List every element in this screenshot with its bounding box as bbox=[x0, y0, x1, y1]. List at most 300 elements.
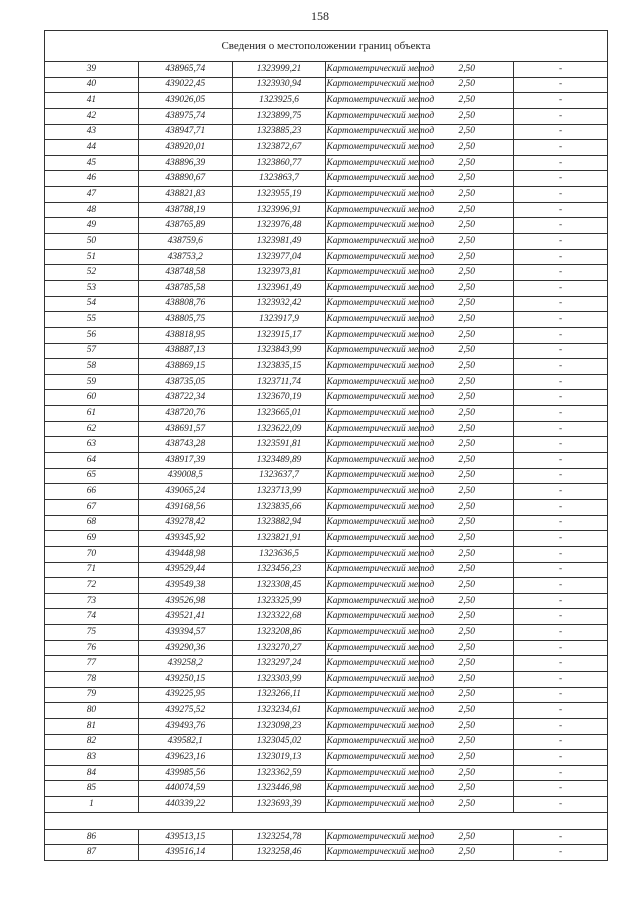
y-coordinate-cell: 1323999,21 bbox=[232, 62, 326, 78]
y-coordinate-cell: 1323019,13 bbox=[232, 750, 326, 766]
description-cell: - bbox=[514, 437, 608, 453]
x-coordinate-cell: 439345,92 bbox=[138, 531, 232, 547]
x-coordinate-cell: 439026,05 bbox=[138, 93, 232, 109]
description-cell: - bbox=[514, 140, 608, 156]
point-number-cell: 50 bbox=[45, 234, 139, 250]
description-cell: - bbox=[514, 218, 608, 234]
y-coordinate-cell: 1323637,7 bbox=[232, 468, 326, 484]
accuracy-cell: 2,50 bbox=[420, 140, 514, 156]
table-row bbox=[45, 750, 608, 766]
table-row bbox=[45, 687, 608, 703]
x-coordinate-cell: 439290,36 bbox=[138, 640, 232, 656]
method-cell: Картометрический метод bbox=[326, 593, 420, 609]
point-number-cell: 80 bbox=[45, 703, 139, 719]
x-coordinate-cell: 439549,38 bbox=[138, 578, 232, 594]
description-cell: - bbox=[514, 108, 608, 124]
method-cell: Картометрический метод bbox=[326, 515, 420, 531]
method-cell: Картометрический метод bbox=[326, 155, 420, 171]
table-row bbox=[45, 93, 608, 109]
method-cell: Картометрический метод bbox=[326, 343, 420, 359]
table-row bbox=[45, 578, 608, 594]
point-number-cell: 73 bbox=[45, 593, 139, 609]
table-row bbox=[45, 218, 608, 234]
point-number-cell: 86 bbox=[45, 829, 139, 845]
y-coordinate-cell: 1323961,49 bbox=[232, 280, 326, 296]
description-cell: - bbox=[514, 62, 608, 78]
point-number-cell: 65 bbox=[45, 468, 139, 484]
description-cell: - bbox=[514, 515, 608, 531]
description-cell: - bbox=[514, 280, 608, 296]
description-cell: - bbox=[514, 77, 608, 93]
method-cell: Картометрический метод bbox=[326, 93, 420, 109]
accuracy-cell: 2,50 bbox=[420, 578, 514, 594]
table-row bbox=[45, 124, 608, 140]
method-cell: Картометрический метод bbox=[326, 687, 420, 703]
point-number-cell: 72 bbox=[45, 578, 139, 594]
y-coordinate-cell: 1323872,67 bbox=[232, 140, 326, 156]
table-title-row bbox=[45, 31, 608, 62]
accuracy-cell: 2,50 bbox=[420, 687, 514, 703]
description-cell: - bbox=[514, 609, 608, 625]
table-row bbox=[45, 562, 608, 578]
method-cell: Картометрический метод bbox=[326, 453, 420, 469]
accuracy-cell: 2,50 bbox=[420, 609, 514, 625]
table-row bbox=[45, 62, 608, 78]
y-coordinate-cell: 1323266,11 bbox=[232, 687, 326, 703]
method-cell: Картометрический метод bbox=[326, 640, 420, 656]
table-row bbox=[45, 390, 608, 406]
method-cell: Картометрический метод bbox=[326, 531, 420, 547]
x-coordinate-cell: 438869,15 bbox=[138, 359, 232, 375]
y-coordinate-cell: 1323917,9 bbox=[232, 312, 326, 328]
x-coordinate-cell: 439225,95 bbox=[138, 687, 232, 703]
table-row bbox=[45, 359, 608, 375]
x-coordinate-cell: 439985,56 bbox=[138, 765, 232, 781]
accuracy-cell: 2,50 bbox=[420, 390, 514, 406]
point-number-cell: 53 bbox=[45, 280, 139, 296]
description-cell: - bbox=[514, 734, 608, 750]
x-coordinate-cell: 439526,98 bbox=[138, 593, 232, 609]
accuracy-cell: 2,50 bbox=[420, 374, 514, 390]
table-row bbox=[45, 609, 608, 625]
accuracy-cell: 2,50 bbox=[420, 781, 514, 797]
point-number-cell: 44 bbox=[45, 140, 139, 156]
point-number-cell: 60 bbox=[45, 390, 139, 406]
method-cell: Картометрический метод bbox=[326, 296, 420, 312]
x-coordinate-cell: 439529,44 bbox=[138, 562, 232, 578]
table-row bbox=[45, 265, 608, 281]
accuracy-cell: 2,50 bbox=[420, 312, 514, 328]
method-cell: Картометрический метод bbox=[326, 703, 420, 719]
y-coordinate-cell: 1323665,01 bbox=[232, 406, 326, 422]
y-coordinate-cell: 1323835,15 bbox=[232, 359, 326, 375]
y-coordinate-cell: 1323670,19 bbox=[232, 390, 326, 406]
method-cell: Картометрический метод bbox=[326, 437, 420, 453]
description-cell: - bbox=[514, 640, 608, 656]
x-coordinate-cell: 438808,76 bbox=[138, 296, 232, 312]
y-coordinate-cell: 1323591,81 bbox=[232, 437, 326, 453]
table-row bbox=[45, 765, 608, 781]
x-coordinate-cell: 438765,89 bbox=[138, 218, 232, 234]
accuracy-cell: 2,50 bbox=[420, 499, 514, 515]
description-cell: - bbox=[514, 578, 608, 594]
table-row bbox=[45, 656, 608, 672]
point-number-cell: 41 bbox=[45, 93, 139, 109]
point-number-cell: 71 bbox=[45, 562, 139, 578]
method-cell: Картометрический метод bbox=[326, 187, 420, 203]
accuracy-cell: 2,50 bbox=[420, 327, 514, 343]
accuracy-cell: 2,50 bbox=[420, 829, 514, 845]
accuracy-cell: 2,50 bbox=[420, 421, 514, 437]
x-coordinate-cell: 438920,01 bbox=[138, 140, 232, 156]
y-coordinate-cell: 1323932,42 bbox=[232, 296, 326, 312]
accuracy-cell: 2,50 bbox=[420, 171, 514, 187]
accuracy-cell: 2,50 bbox=[420, 453, 514, 469]
x-coordinate-cell: 438818,95 bbox=[138, 327, 232, 343]
point-number-cell: 67 bbox=[45, 499, 139, 515]
point-number-cell: 81 bbox=[45, 718, 139, 734]
accuracy-cell: 2,50 bbox=[420, 640, 514, 656]
x-coordinate-cell: 439250,15 bbox=[138, 671, 232, 687]
accuracy-cell: 2,50 bbox=[420, 546, 514, 562]
y-coordinate-cell: 1323711,74 bbox=[232, 374, 326, 390]
y-coordinate-cell: 1323208,86 bbox=[232, 625, 326, 641]
description-cell: - bbox=[514, 546, 608, 562]
accuracy-cell: 2,50 bbox=[420, 93, 514, 109]
x-coordinate-cell: 439394,57 bbox=[138, 625, 232, 641]
method-cell: Картометрический метод bbox=[326, 829, 420, 845]
description-cell: - bbox=[514, 421, 608, 437]
point-number-cell: 51 bbox=[45, 249, 139, 265]
method-cell: Картометрический метод bbox=[326, 265, 420, 281]
y-coordinate-cell: 1323843,99 bbox=[232, 343, 326, 359]
description-cell: - bbox=[514, 499, 608, 515]
method-cell: Картометрический метод bbox=[326, 781, 420, 797]
description-cell: - bbox=[514, 202, 608, 218]
method-cell: Картометрический метод bbox=[326, 765, 420, 781]
table-row bbox=[45, 797, 608, 813]
method-cell: Картометрический метод bbox=[326, 845, 420, 861]
method-cell: Картометрический метод bbox=[326, 390, 420, 406]
x-coordinate-cell: 439022,45 bbox=[138, 77, 232, 93]
y-coordinate-cell: 1323976,48 bbox=[232, 218, 326, 234]
accuracy-cell: 2,50 bbox=[420, 797, 514, 813]
point-number-cell: 70 bbox=[45, 546, 139, 562]
description-cell: - bbox=[514, 187, 608, 203]
table-row bbox=[45, 829, 608, 845]
point-number-cell: 84 bbox=[45, 765, 139, 781]
description-cell: - bbox=[514, 374, 608, 390]
accuracy-cell: 2,50 bbox=[420, 468, 514, 484]
description-cell: - bbox=[514, 93, 608, 109]
y-coordinate-cell: 1323925,6 bbox=[232, 93, 326, 109]
method-cell: Картометрический метод bbox=[326, 234, 420, 250]
x-coordinate-cell: 438975,74 bbox=[138, 108, 232, 124]
y-coordinate-cell: 1323977,04 bbox=[232, 249, 326, 265]
y-coordinate-cell: 1323270,27 bbox=[232, 640, 326, 656]
boundary-coordinates-table bbox=[44, 30, 608, 861]
accuracy-cell: 2,50 bbox=[420, 703, 514, 719]
method-cell: Картометрический метод bbox=[326, 750, 420, 766]
method-cell: Картометрический метод bbox=[326, 578, 420, 594]
point-number-cell: 46 bbox=[45, 171, 139, 187]
point-number-cell: 74 bbox=[45, 609, 139, 625]
method-cell: Картометрический метод bbox=[326, 484, 420, 500]
x-coordinate-cell: 438720,76 bbox=[138, 406, 232, 422]
x-coordinate-cell: 439493,76 bbox=[138, 718, 232, 734]
accuracy-cell: 2,50 bbox=[420, 531, 514, 547]
description-cell: - bbox=[514, 327, 608, 343]
table-row bbox=[45, 593, 608, 609]
x-coordinate-cell: 439065,24 bbox=[138, 484, 232, 500]
x-coordinate-cell: 439008,5 bbox=[138, 468, 232, 484]
x-coordinate-cell: 438947,71 bbox=[138, 124, 232, 140]
x-coordinate-cell: 438722,34 bbox=[138, 390, 232, 406]
accuracy-cell: 2,50 bbox=[420, 280, 514, 296]
x-coordinate-cell: 438785,58 bbox=[138, 280, 232, 296]
description-cell: - bbox=[514, 718, 608, 734]
y-coordinate-cell: 1323254,78 bbox=[232, 829, 326, 845]
method-cell: Картометрический метод bbox=[326, 421, 420, 437]
x-coordinate-cell: 439275,52 bbox=[138, 703, 232, 719]
point-number-cell: 77 bbox=[45, 656, 139, 672]
description-cell: - bbox=[514, 593, 608, 609]
table-row bbox=[45, 421, 608, 437]
method-cell: Картометрический метод bbox=[326, 249, 420, 265]
point-number-cell: 63 bbox=[45, 437, 139, 453]
accuracy-cell: 2,50 bbox=[420, 593, 514, 609]
y-coordinate-cell: 1323899,75 bbox=[232, 108, 326, 124]
y-coordinate-cell: 1323322,68 bbox=[232, 609, 326, 625]
method-cell: Картометрический метод bbox=[326, 468, 420, 484]
x-coordinate-cell: 439516,14 bbox=[138, 845, 232, 861]
table-row bbox=[45, 468, 608, 484]
method-cell: Картометрический метод bbox=[326, 734, 420, 750]
y-coordinate-cell: 1323713,99 bbox=[232, 484, 326, 500]
accuracy-cell: 2,50 bbox=[420, 124, 514, 140]
y-coordinate-cell: 1323882,94 bbox=[232, 515, 326, 531]
x-coordinate-cell: 439258,2 bbox=[138, 656, 232, 672]
method-cell: Картометрический метод bbox=[326, 671, 420, 687]
x-coordinate-cell: 440339,22 bbox=[138, 797, 232, 813]
accuracy-cell: 2,50 bbox=[420, 155, 514, 171]
accuracy-cell: 2,50 bbox=[420, 406, 514, 422]
x-coordinate-cell: 438896,39 bbox=[138, 155, 232, 171]
accuracy-cell: 2,50 bbox=[420, 218, 514, 234]
method-cell: Картометрический метод bbox=[326, 62, 420, 78]
point-number-cell: 68 bbox=[45, 515, 139, 531]
description-cell: - bbox=[514, 124, 608, 140]
table-title: Сведения о местоположении границ объекта bbox=[45, 31, 608, 62]
page-number: 158 bbox=[311, 9, 329, 23]
y-coordinate-cell: 1323996,91 bbox=[232, 202, 326, 218]
method-cell: Картометрический метод bbox=[326, 171, 420, 187]
table-row bbox=[45, 374, 608, 390]
point-number-cell: 42 bbox=[45, 108, 139, 124]
x-coordinate-cell: 439513,15 bbox=[138, 829, 232, 845]
table-row bbox=[45, 280, 608, 296]
description-cell: - bbox=[514, 531, 608, 547]
x-coordinate-cell: 438887,13 bbox=[138, 343, 232, 359]
point-number-cell: 43 bbox=[45, 124, 139, 140]
table-row bbox=[45, 640, 608, 656]
x-coordinate-cell: 438965,74 bbox=[138, 62, 232, 78]
description-cell: - bbox=[514, 656, 608, 672]
point-number-cell: 76 bbox=[45, 640, 139, 656]
description-cell: - bbox=[514, 359, 608, 375]
accuracy-cell: 2,50 bbox=[420, 750, 514, 766]
point-number-cell: 52 bbox=[45, 265, 139, 281]
point-number-cell: 75 bbox=[45, 625, 139, 641]
method-cell: Картометрический метод bbox=[326, 77, 420, 93]
x-coordinate-cell: 439168,56 bbox=[138, 499, 232, 515]
y-coordinate-cell: 1323693,39 bbox=[232, 797, 326, 813]
point-number-cell: 79 bbox=[45, 687, 139, 703]
table-row bbox=[45, 187, 608, 203]
point-number-cell: 64 bbox=[45, 453, 139, 469]
y-coordinate-cell: 1323234,61 bbox=[232, 703, 326, 719]
y-coordinate-cell: 1323303,99 bbox=[232, 671, 326, 687]
gap-cell bbox=[45, 812, 608, 829]
y-coordinate-cell: 1323863,7 bbox=[232, 171, 326, 187]
point-number-cell: 40 bbox=[45, 77, 139, 93]
x-coordinate-cell: 438805,75 bbox=[138, 312, 232, 328]
description-cell: - bbox=[514, 406, 608, 422]
accuracy-cell: 2,50 bbox=[420, 437, 514, 453]
accuracy-cell: 2,50 bbox=[420, 234, 514, 250]
y-coordinate-cell: 1323362,59 bbox=[232, 765, 326, 781]
y-coordinate-cell: 1323456,23 bbox=[232, 562, 326, 578]
point-number-cell: 56 bbox=[45, 327, 139, 343]
point-number-cell: 69 bbox=[45, 531, 139, 547]
description-cell: - bbox=[514, 390, 608, 406]
point-number-cell: 61 bbox=[45, 406, 139, 422]
method-cell: Картометрический метод bbox=[326, 609, 420, 625]
table-row bbox=[45, 296, 608, 312]
table-row bbox=[45, 781, 608, 797]
y-coordinate-cell: 1323622,09 bbox=[232, 421, 326, 437]
point-number-cell: 58 bbox=[45, 359, 139, 375]
x-coordinate-cell: 439448,98 bbox=[138, 546, 232, 562]
accuracy-cell: 2,50 bbox=[420, 718, 514, 734]
y-coordinate-cell: 1323915,17 bbox=[232, 327, 326, 343]
gap-row bbox=[45, 812, 608, 829]
description-cell: - bbox=[514, 562, 608, 578]
description-cell: - bbox=[514, 625, 608, 641]
table-row bbox=[45, 312, 608, 328]
y-coordinate-cell: 1323258,46 bbox=[232, 845, 326, 861]
y-coordinate-cell: 1323930,94 bbox=[232, 77, 326, 93]
x-coordinate-cell: 439521,41 bbox=[138, 609, 232, 625]
accuracy-cell: 2,50 bbox=[420, 515, 514, 531]
point-number-cell: 66 bbox=[45, 484, 139, 500]
method-cell: Картометрический метод bbox=[326, 656, 420, 672]
accuracy-cell: 2,50 bbox=[420, 484, 514, 500]
method-cell: Картометрический метод bbox=[326, 124, 420, 140]
method-cell: Картометрический метод bbox=[326, 797, 420, 813]
x-coordinate-cell: 438788,19 bbox=[138, 202, 232, 218]
y-coordinate-cell: 1323098,23 bbox=[232, 718, 326, 734]
table-row bbox=[45, 155, 608, 171]
x-coordinate-cell: 438759,6 bbox=[138, 234, 232, 250]
x-coordinate-cell: 439278,42 bbox=[138, 515, 232, 531]
method-cell: Картометрический метод bbox=[326, 546, 420, 562]
table-row bbox=[45, 484, 608, 500]
table-row bbox=[45, 453, 608, 469]
description-cell: - bbox=[514, 234, 608, 250]
y-coordinate-cell: 1323981,49 bbox=[232, 234, 326, 250]
point-number-cell: 47 bbox=[45, 187, 139, 203]
y-coordinate-cell: 1323835,66 bbox=[232, 499, 326, 515]
table-row bbox=[45, 671, 608, 687]
description-cell: - bbox=[514, 343, 608, 359]
point-number-cell: 1 bbox=[45, 797, 139, 813]
method-cell: Картометрический метод bbox=[326, 625, 420, 641]
y-coordinate-cell: 1323325,99 bbox=[232, 593, 326, 609]
y-coordinate-cell: 1323636,5 bbox=[232, 546, 326, 562]
point-number-cell: 57 bbox=[45, 343, 139, 359]
point-number-cell: 62 bbox=[45, 421, 139, 437]
accuracy-cell: 2,50 bbox=[420, 845, 514, 861]
x-coordinate-cell: 439623,16 bbox=[138, 750, 232, 766]
method-cell: Картометрический метод bbox=[326, 327, 420, 343]
description-cell: - bbox=[514, 671, 608, 687]
description-cell: - bbox=[514, 703, 608, 719]
accuracy-cell: 2,50 bbox=[420, 625, 514, 641]
accuracy-cell: 2,50 bbox=[420, 656, 514, 672]
point-number-cell: 48 bbox=[45, 202, 139, 218]
method-cell: Картометрический метод bbox=[326, 374, 420, 390]
table-row bbox=[45, 171, 608, 187]
table-row bbox=[45, 703, 608, 719]
accuracy-cell: 2,50 bbox=[420, 265, 514, 281]
description-cell: - bbox=[514, 765, 608, 781]
accuracy-cell: 2,50 bbox=[420, 359, 514, 375]
accuracy-cell: 2,50 bbox=[420, 77, 514, 93]
accuracy-cell: 2,50 bbox=[420, 108, 514, 124]
x-coordinate-cell: 440074,59 bbox=[138, 781, 232, 797]
table-row bbox=[45, 734, 608, 750]
table-row bbox=[45, 499, 608, 515]
y-coordinate-cell: 1323308,45 bbox=[232, 578, 326, 594]
table-row bbox=[45, 249, 608, 265]
description-cell: - bbox=[514, 468, 608, 484]
x-coordinate-cell: 438753,2 bbox=[138, 249, 232, 265]
method-cell: Картометрический метод bbox=[326, 202, 420, 218]
table-row bbox=[45, 140, 608, 156]
point-number-cell: 59 bbox=[45, 374, 139, 390]
y-coordinate-cell: 1323955,19 bbox=[232, 187, 326, 203]
y-coordinate-cell: 1323446,98 bbox=[232, 781, 326, 797]
y-coordinate-cell: 1323297,24 bbox=[232, 656, 326, 672]
table-row bbox=[45, 406, 608, 422]
accuracy-cell: 2,50 bbox=[420, 765, 514, 781]
description-cell: - bbox=[514, 797, 608, 813]
table-row bbox=[45, 437, 608, 453]
table-row bbox=[45, 625, 608, 641]
description-cell: - bbox=[514, 845, 608, 861]
accuracy-cell: 2,50 bbox=[420, 671, 514, 687]
y-coordinate-cell: 1323973,81 bbox=[232, 265, 326, 281]
table-row bbox=[45, 515, 608, 531]
x-coordinate-cell: 439582,1 bbox=[138, 734, 232, 750]
table-row bbox=[45, 546, 608, 562]
description-cell: - bbox=[514, 296, 608, 312]
x-coordinate-cell: 438691,57 bbox=[138, 421, 232, 437]
point-number-cell: 83 bbox=[45, 750, 139, 766]
description-cell: - bbox=[514, 750, 608, 766]
x-coordinate-cell: 438735,05 bbox=[138, 374, 232, 390]
